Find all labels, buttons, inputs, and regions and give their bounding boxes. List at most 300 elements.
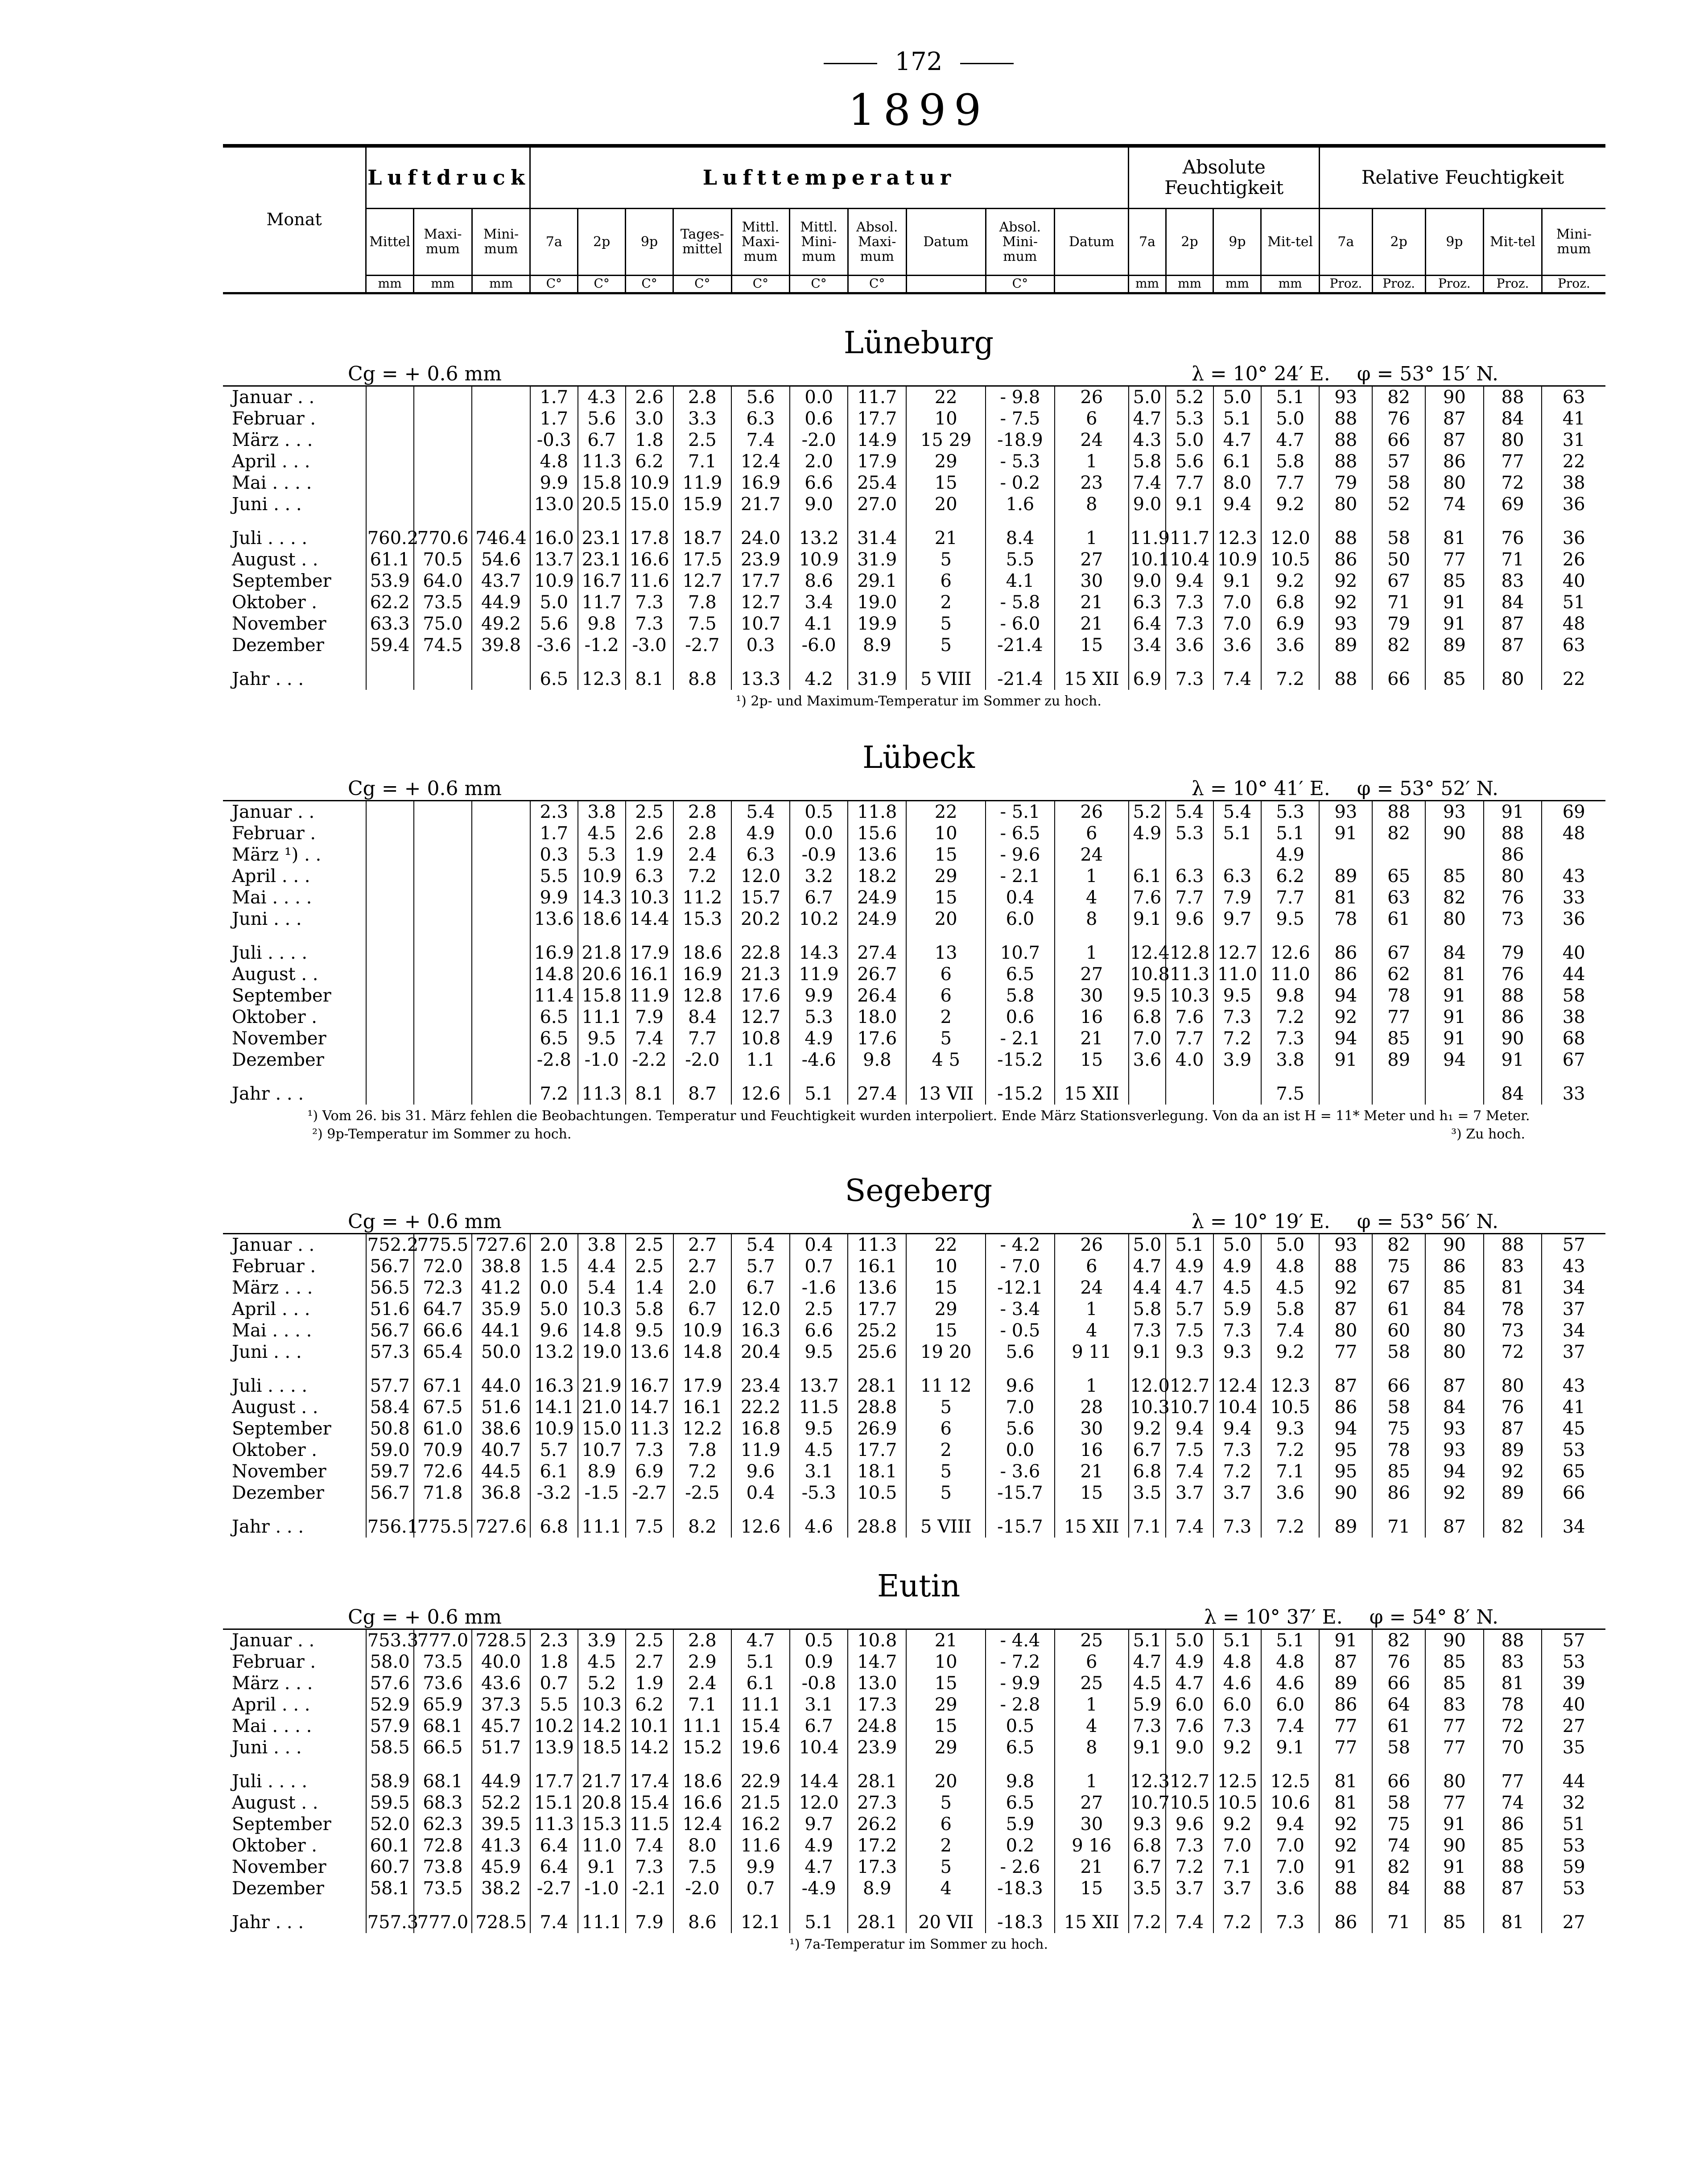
table-row [223,1341,1605,1363]
month-label: Juli . . . . [232,1771,308,1792]
data-cell: 1.6 [986,494,1054,515]
data-cell: 29 [906,451,986,472]
data-cell: 3.9 [1213,1049,1261,1071]
data-cell [414,823,472,844]
data-cell: 87 [1425,429,1484,451]
data-cell: 30 [1055,985,1129,1006]
data-cell: 6.1 [1129,866,1166,887]
data-cell: -1.2 [578,635,626,656]
data-cell: 91 [1425,592,1484,613]
data-cell: 5.5 [530,1694,578,1715]
unit-cell [1055,275,1129,293]
data-cell [1166,844,1213,866]
data-cell: 65.4 [414,1341,472,1363]
data-cell: 94 [1425,1461,1484,1482]
data-cell: 9.8 [578,613,626,635]
data-cell: 85 [1425,866,1484,887]
unit-cell: C° [673,275,731,293]
data-cell: 20.6 [578,964,626,985]
data-cell: 2.3 [530,800,578,823]
column-header-cell: 7a [530,208,578,275]
data-cell: 86 [1319,1912,1372,1933]
coordinates [1192,1210,1498,1233]
data-cell: 5 [906,613,986,635]
data-cell: 38 [1542,472,1605,494]
data-cell: 50.0 [472,1341,530,1363]
data-cell: 6.9 [626,1461,673,1482]
data-cell: 26 [1055,1233,1129,1256]
data-cell: 60 [1372,1320,1425,1341]
data-cell: 73.6 [414,1673,472,1694]
data-cell: 27.3 [848,1792,906,1814]
data-cell: 80 [1425,1771,1484,1792]
data-cell: 5.9 [1213,1299,1261,1320]
data-cell: 4.9 [1213,1256,1261,1277]
data-cell: 23.1 [578,528,626,549]
data-cell: 7.3 [1166,1835,1213,1856]
data-cell: 4 [906,1878,986,1899]
data-cell: 7.4 [1261,1715,1320,1737]
data-cell: 64.0 [414,570,472,592]
data-cell: 27 [1055,1792,1129,1814]
data-cell: -2.2 [626,1049,673,1071]
data-cell: 770.6 [414,528,472,549]
footnote: ¹) Vom 26. bis 31. März fehlen die Beobachtungen. Temperatur und Feuchtigkeit wurden interpoliert. Ende März Stationsverlegung. Von da an ist H = 11* Meter und h₁ = 7 Meter. [307,1108,1530,1124]
data-cell: 5.0 [530,592,578,613]
data-cell: 91 [1425,613,1484,635]
month-label: April . . . [232,1299,310,1319]
data-cell: -15.7 [986,1516,1054,1538]
data-cell: 38.6 [472,1418,530,1439]
data-cell [414,800,472,823]
data-cell: 92 [1319,1006,1372,1028]
data-cell [1129,1083,1166,1105]
data-cell: 58 [1372,472,1425,494]
data-cell: 5 [906,1482,986,1504]
data-cell: 79 [1484,942,1542,964]
data-cell: 30 [1055,1814,1129,1835]
data-cell: 28 [1055,1397,1129,1418]
data-cell: 72 [1484,1341,1542,1363]
data-cell: 15.7 [731,887,790,908]
data-cell: -1.5 [578,1482,626,1504]
data-cell: 12.7 [1213,942,1261,964]
data-cell: 1.8 [626,429,673,451]
month-label: September [232,1418,331,1439]
data-cell: 1.7 [530,386,578,408]
gravity-correction: Cg = + 0.6 mm [348,1605,502,1629]
data-cell [366,887,414,908]
data-cell: 4.5 [790,1439,848,1461]
data-cell: 87 [1484,635,1542,656]
data-cell [414,1028,472,1049]
table-row [223,1256,1605,1277]
data-cell: -1.0 [578,1878,626,1899]
data-cell: - 3.6 [986,1461,1054,1482]
data-cell: 4.5 [1129,1673,1166,1694]
data-cell: 3.5 [1129,1482,1166,1504]
data-cell [1542,844,1605,866]
data-cell: 6.7 [578,429,626,451]
data-cell: 56.5 [366,1277,414,1299]
data-cell: 12.7 [731,1006,790,1028]
data-cell: 7.3 [1213,1006,1261,1028]
data-cell [414,844,472,866]
data-cell: 77 [1425,1715,1484,1737]
data-cell: 7.7 [1261,887,1320,908]
data-cell: 52.0 [366,1814,414,1835]
data-cell: 17.3 [848,1856,906,1878]
data-cell: 15.2 [673,1737,732,1758]
data-cell: 86 [1319,1694,1372,1715]
data-cell: 60.1 [366,1835,414,1856]
data-cell: -3.2 [530,1482,578,1504]
data-cell: 4.2 [790,668,848,690]
data-cell: 10 [906,408,986,429]
data-cell: 94 [1319,1028,1372,1049]
month-label: Jahr . . . [232,1083,304,1104]
data-cell: 80 [1425,472,1484,494]
data-cell: 753.3 [366,1629,414,1651]
data-cell: 29.1 [848,570,906,592]
data-cell: 51 [1542,1814,1605,1835]
column-header-cell: 7a [1129,208,1166,275]
data-cell: - 5.1 [986,800,1054,823]
data-cell: - 4.4 [986,1629,1054,1651]
column-header-cell: Mini-mum [1542,208,1605,275]
data-cell: 8.0 [1213,472,1261,494]
data-cell: 11.3 [578,1083,626,1105]
data-cell: 12.3 [1213,528,1261,549]
data-cell: 41 [1542,1397,1605,1418]
column-header-cell: Mit-tel [1484,208,1542,275]
month-label: März ¹) . . [232,844,322,865]
data-cell: 78 [1372,1439,1425,1461]
month-label: September [232,570,331,591]
data-cell: 11.9 [731,1439,790,1461]
month-label: April . . . [232,866,310,886]
relative-feuchtigkeit-header: Relative Feuchtigkeit [1319,146,1605,208]
table-row [223,1651,1605,1673]
data-cell: 5.4 [731,1233,790,1256]
table-row [223,668,1605,690]
data-cell: 12.6 [731,1516,790,1538]
data-cell: 16.1 [673,1397,732,1418]
data-cell: 91 [1319,823,1372,844]
data-cell [472,887,530,908]
data-cell: 57 [1542,1233,1605,1256]
data-cell: 86 [1372,1482,1425,1504]
data-cell: 10.5 [1213,1792,1261,1814]
data-cell: 82 [1372,386,1425,408]
data-cell: 15.6 [848,823,906,844]
data-cell: 17.7 [848,1299,906,1320]
data-cell: 6.9 [1261,613,1320,635]
luftdruck-header: Luftdruck [366,146,530,208]
data-cell: 88 [1319,1256,1372,1277]
data-cell: 93 [1425,800,1484,823]
data-cell: 61.1 [366,549,414,570]
data-cell: 63 [1542,635,1605,656]
column-header-cell: Mittel [366,208,414,275]
data-cell: 0.5 [790,800,848,823]
data-cell: 90 [1319,1482,1372,1504]
data-cell: 775.5 [414,1233,472,1256]
data-cell: 5.2 [578,1673,626,1694]
data-cell: 7.7 [673,1028,732,1049]
coordinates [1192,363,1498,385]
data-cell: 33 [1542,1083,1605,1105]
data-cell: 9.1 [1261,1737,1320,1758]
data-cell: 15 [906,1320,986,1341]
data-cell: 26 [1542,549,1605,570]
table-row [223,1049,1605,1071]
column-header-cell: 9p [1425,208,1484,275]
data-cell: 11.7 [578,592,626,613]
data-cell: -21.4 [986,668,1054,690]
data-cell: -0.9 [790,844,848,866]
data-cell: 92 [1319,1814,1372,1835]
data-cell: 66 [1372,1771,1425,1792]
data-cell: 85 [1425,570,1484,592]
data-cell: 56.7 [366,1256,414,1277]
data-cell: 21.3 [731,964,790,985]
data-cell: 7.4 [1166,1912,1213,1933]
data-cell: 6 [1055,408,1129,429]
data-cell: 4.3 [578,386,626,408]
table-row [223,451,1605,472]
data-cell: 7.2 [1166,1856,1213,1878]
data-cell: 11.4 [530,985,578,1006]
table-row [223,472,1605,494]
footnote: ³) Zu hoch. [1451,1126,1525,1142]
latitude: φ = 53° 52′ N. [1357,777,1498,800]
data-cell: 7.4 [1213,668,1261,690]
month-label: September [232,985,331,1006]
data-cell: 8 [1055,494,1129,515]
data-cell: 10.9 [530,1418,578,1439]
data-cell: 15.8 [578,985,626,1006]
data-cell: 5.1 [790,1083,848,1105]
data-cell: 94 [1319,985,1372,1006]
data-cell: 9.2 [1213,1737,1261,1758]
data-cell: 5.6 [1166,451,1213,472]
data-cell: 20 [906,908,986,930]
data-cell: 5.0 [1261,408,1320,429]
data-cell: 10.8 [1129,964,1166,985]
data-cell: 728.5 [472,1912,530,1933]
data-cell: 36.8 [472,1482,530,1504]
table-row [223,1814,1605,1835]
data-cell: 15 [1055,1878,1129,1899]
data-cell: 9.9 [530,887,578,908]
data-cell: 6 [906,1814,986,1835]
footnote: ¹) 2p- und Maximum-Temperatur im Sommer zu hoch. [736,693,1102,709]
data-cell: 2 [906,592,986,613]
data-cell: 93 [1319,1233,1372,1256]
month-label: Januar . . [223,386,366,408]
data-cell: 72.3 [414,1277,472,1299]
data-cell [472,472,530,494]
unit-cell: C° [731,275,790,293]
data-cell: 17.7 [530,1771,578,1792]
table-row [223,549,1605,570]
data-cell: -3.0 [626,635,673,656]
data-cell: 23.4 [731,1375,790,1397]
data-cell: 5.0 [1129,1233,1166,1256]
data-cell: 18.6 [578,908,626,930]
data-cell: 752.2 [366,1233,414,1256]
data-cell: 41.3 [472,1835,530,1856]
data-cell [472,494,530,515]
data-cell: 7.4 [731,429,790,451]
data-cell: 88 [1372,800,1425,823]
absolute-feuchtigkeit-header: Absolute Feuchtigkeit [1129,146,1320,208]
data-cell: 8.9 [848,635,906,656]
data-cell: 7.8 [673,592,732,613]
data-cell: 15 XII [1055,1516,1129,1538]
unit-cell: C° [986,275,1054,293]
data-cell: 64.7 [414,1299,472,1320]
data-cell: 14.8 [530,964,578,985]
data-cell [472,668,530,690]
data-cell: 21 [1055,1028,1129,1049]
data-cell: 11.7 [1166,528,1213,549]
gravity-correction: Cg = + 0.6 mm [348,777,502,800]
table-row [223,800,1605,823]
data-cell: 10.4 [790,1737,848,1758]
data-cell [366,1028,414,1049]
table-row [223,1482,1605,1504]
data-cell: 0.7 [731,1878,790,1899]
data-cell: 23.9 [848,1737,906,1758]
table-row [223,1629,1605,1651]
data-cell: 45.7 [472,1715,530,1737]
table-row [223,844,1605,866]
data-cell [414,985,472,1006]
data-cell: 12.2 [673,1418,732,1439]
data-cell: 4 [1055,887,1129,908]
data-cell: 3.8 [578,800,626,823]
data-cell: 43.6 [472,1673,530,1694]
data-cell: 3.7 [1166,1878,1213,1899]
data-cell: 66 [1542,1482,1605,1504]
data-cell: 10.8 [731,1028,790,1049]
data-cell [414,429,472,451]
table-row [223,942,1605,964]
data-cell: 4.4 [1129,1277,1166,1299]
data-cell: 80 [1425,908,1484,930]
data-cell: 22.9 [731,1771,790,1792]
data-cell: 5.4 [1166,800,1213,823]
month-label: November [232,1856,326,1877]
table-row [223,1737,1605,1758]
data-cell: 24.0 [731,528,790,549]
page-number-line [223,47,1614,76]
data-cell: 51 [1542,592,1605,613]
data-cell: 14.8 [578,1320,626,1341]
data-cell: 777.0 [414,1912,472,1933]
data-cell: 85 [1372,1461,1425,1482]
data-cell: 92 [1319,1835,1372,1856]
data-cell: -2.8 [530,1049,578,1071]
data-cell: 9.9 [530,472,578,494]
data-cell: 0.7 [530,1673,578,1694]
data-cell: 68.1 [414,1771,472,1792]
data-cell: 59.5 [366,1792,414,1814]
month-label: Dezember [232,1482,324,1503]
data-cell: 87 [1319,1375,1372,1397]
data-cell: 14.4 [790,1771,848,1792]
data-cell: 28.1 [848,1375,906,1397]
data-cell [1129,844,1166,866]
lufttemperatur-header: Lufttemperatur [530,146,1129,208]
data-cell: 19.0 [848,592,906,613]
data-cell: 31.9 [848,549,906,570]
data-cell: 15 [906,844,986,866]
data-cell: 18.5 [578,1737,626,1758]
month-label: Oktober . [232,592,318,613]
data-cell: 2.8 [673,823,732,844]
data-cell [366,1083,414,1105]
data-cell: 9.1 [1129,908,1166,930]
page [223,31,1614,1952]
data-cell: 93 [1425,1418,1484,1439]
data-cell: 11.7 [848,386,906,408]
data-cell: 9.0 [1166,1737,1213,1758]
data-cell: 23.1 [578,549,626,570]
table-row [223,1028,1605,1049]
data-cell: 8.6 [673,1912,732,1933]
data-cell: 11.3 [626,1418,673,1439]
data-cell: 16.1 [626,964,673,985]
data-cell: 10.9 [790,549,848,570]
data-cell: 71 [1484,549,1542,570]
data-cell: 3.7 [1213,1878,1261,1899]
data-cell: 81 [1425,964,1484,985]
column-header-cell: Mittl. Maxi-mum [731,208,790,275]
data-cell: 7.1 [1129,1516,1166,1538]
data-cell: 21 [1055,613,1129,635]
data-cell: 6.7 [790,1715,848,1737]
data-cell: 5.9 [1129,1694,1166,1715]
station-geo [223,363,1614,385]
data-cell: 10.9 [578,866,626,887]
data-cell: 7.3 [1129,1320,1166,1341]
data-cell [366,1006,414,1028]
data-cell: 5.1 [731,1651,790,1673]
data-cell: 6.6 [790,1320,848,1341]
table-row [223,1516,1605,1538]
data-cell: 23 [1055,472,1129,494]
data-cell: 5.9 [986,1814,1054,1835]
data-cell: 44.5 [472,1461,530,1482]
data-cell: 6.7 [673,1299,732,1320]
data-cell: -2.0 [790,429,848,451]
data-cell: 12.7 [1166,1375,1213,1397]
data-cell: 72.8 [414,1835,472,1856]
data-cell: 0.5 [790,1629,848,1651]
table-row [223,1006,1605,1028]
month-label: Februar . [232,1256,316,1277]
data-cell: 91 [1319,1856,1372,1878]
data-cell: 1 [1055,1375,1129,1397]
data-cell: 6.0 [1166,1694,1213,1715]
month-label: Januar . . [223,1629,366,1651]
data-cell: 1 [1055,1694,1129,1715]
data-cell: 17.5 [673,549,732,570]
data-cell: - 5.3 [986,451,1054,472]
